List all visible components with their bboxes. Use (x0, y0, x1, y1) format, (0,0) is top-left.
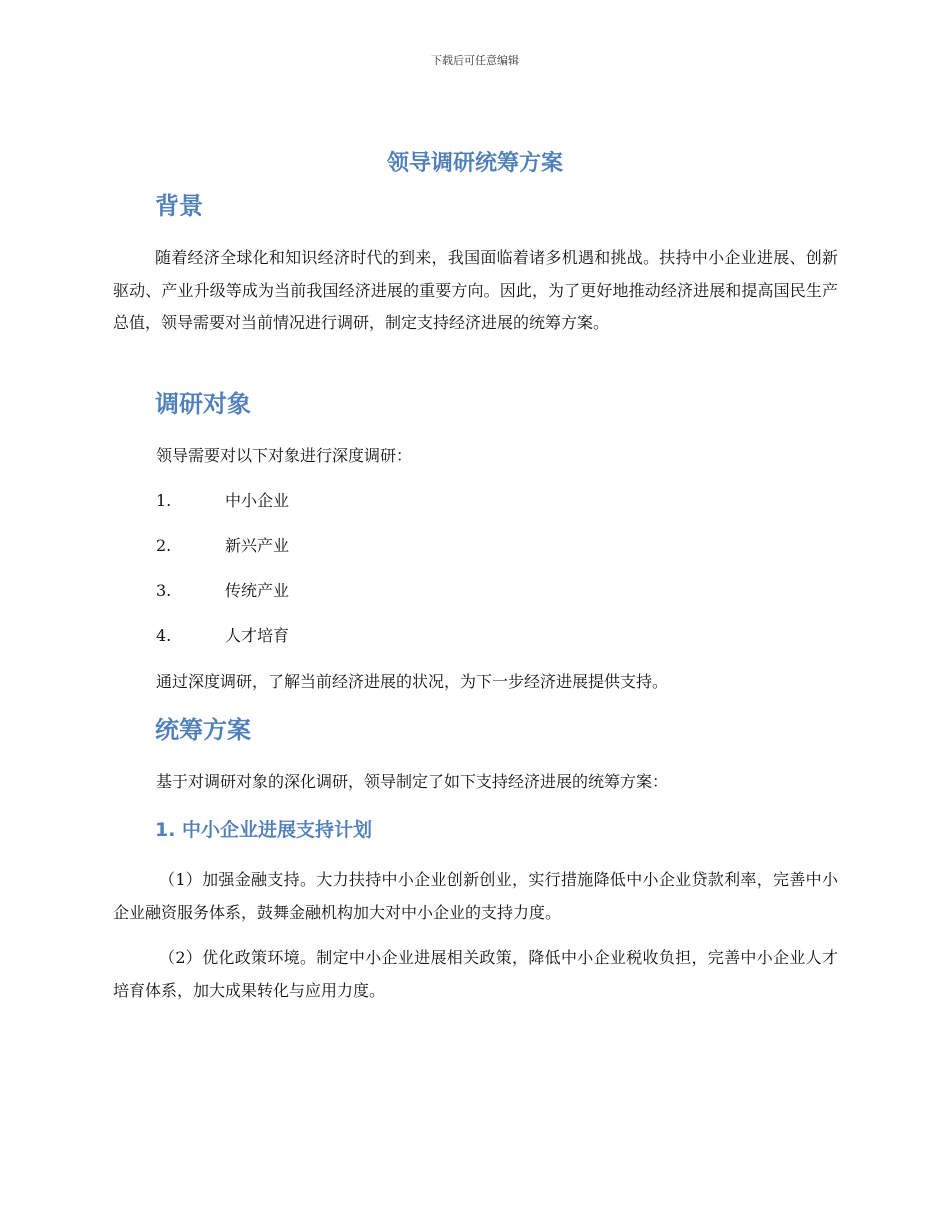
list-item-number: 2. (156, 536, 172, 555)
overall-plan-intro: 基于对调研对象的深化调研，领导制定了如下支持经济进展的统筹方案： (156, 772, 669, 791)
plan-paragraph-2: （2）优化政策环境。制定中小企业进展相关政策，降低中小企业税收负担，完善中小企业人才培育体系，加大成果转化与应用力度。 (113, 948, 838, 1000)
list-item-text: 中小企业 (225, 491, 290, 510)
list-item-text: 人才培育 (225, 626, 290, 645)
list-item-text: 传统产业 (225, 581, 290, 600)
list-item-number: 3. (156, 581, 172, 600)
page-header-note: 下载后可任意编辑 (431, 54, 519, 67)
plan-paragraph-1: （1）加强金融支持。大力扶持中小企业创新创业，实行措施降低中小企业贷款利率，完善中小企业融资服务体系，鼓舞金融机构加大对中小企业的支持力度。 (113, 870, 838, 922)
document-title: 领导调研统筹方案 (386, 151, 563, 176)
subheading-sme-plan: 1. 中小企业进展支持计划 (155, 819, 373, 841)
list-item-number: 4. (156, 626, 172, 645)
research-targets-intro: 领导需要对以下对象进行深度调研： (156, 446, 413, 465)
list-item-text: 新兴产业 (225, 536, 290, 555)
section-heading-research-targets: 调研对象 (155, 390, 251, 418)
section-heading-overall-plan: 统筹方案 (155, 716, 251, 744)
section-heading-background: 背景 (155, 192, 203, 220)
background-paragraph: 随着经济全球化和知识经济时代的到来，我国面临着诸多机遇和挑战。扶持中小企业进展、创新驱动、产业升级等成为当前我国经济进展的重要方向。因此，为了更好地推动经济进展和提高国民生产总值，领导需要对当前情况进行调研，制定支持经济进展的统筹方案。 (113, 248, 838, 332)
list-item-number: 1. (156, 491, 172, 510)
research-targets-outro: 通过深度调研，了解当前经济进展的状况，为下一步经济进展提供支持。 (156, 672, 669, 691)
